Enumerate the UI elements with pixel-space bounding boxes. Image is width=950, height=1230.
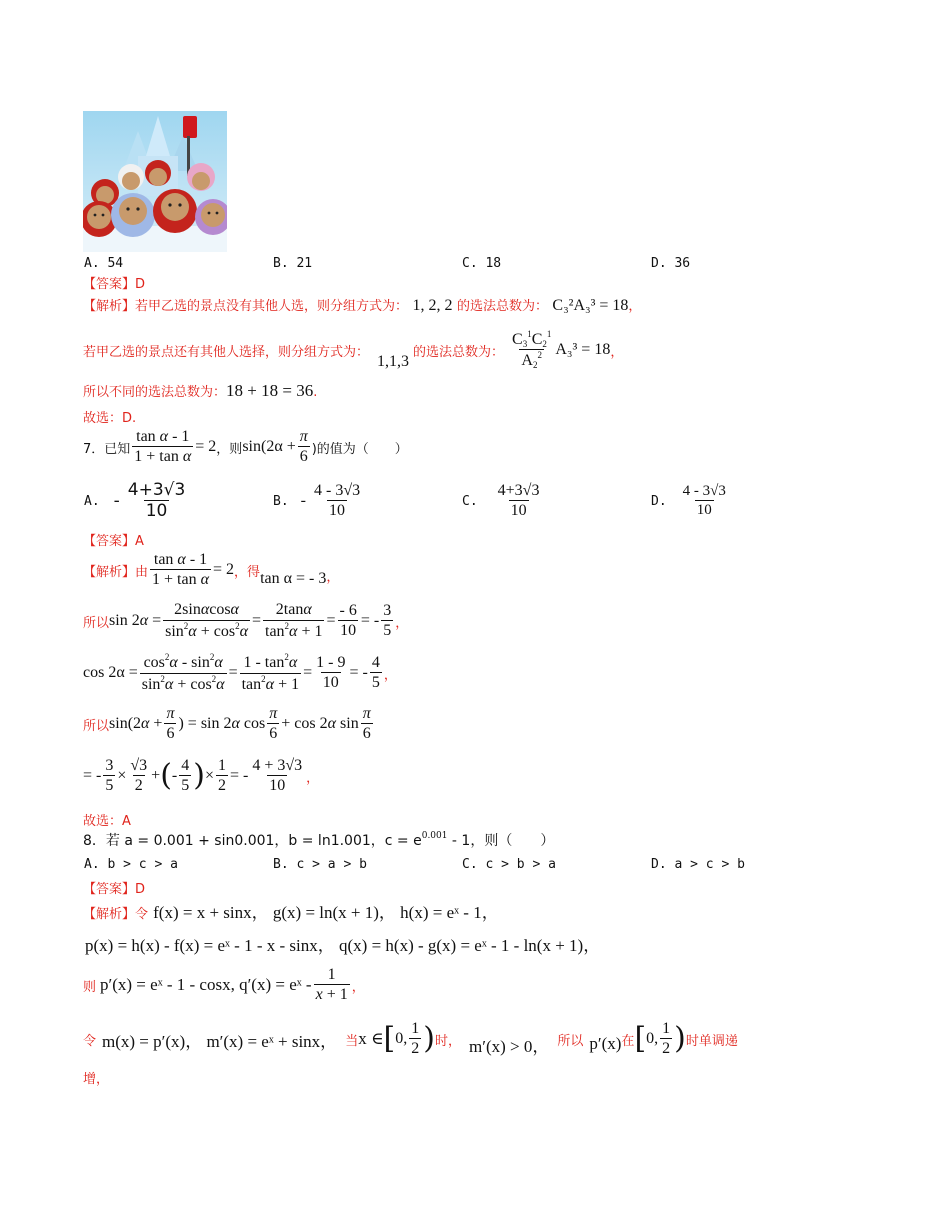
- q7-given-rhs: = 2: [195, 438, 217, 455]
- q6-grouping-2: 1,1,3: [377, 353, 410, 370]
- q7-stem: [83, 423, 408, 471]
- q8-solution-line3: 则 p′(x) = eˣ - 1 - cosx, q′(x) = eˣ - $\frac{1}{x + 1}$ ，: [83, 965, 365, 1004]
- q8-solution-line4: 令 m(x) = p′(x)， m′(x) = eˣ + sinx， 当 x ∈ [ 0, $\frac{1}{2}$ ) 时， m′(x) > 0， 所以 p′(x) 在 [ 0, $\frac{1}{2}$ ) 时单调递: [83, 1019, 738, 1058]
- q7-answer: 【答案】A: [83, 534, 144, 549]
- q7-ask-pre: ，则: [216, 441, 243, 457]
- q6-choose: 故选：D.: [83, 411, 137, 426]
- q6-solution-line1: 【解析】若甲乙选的景点没有其他人选，则分组方式为： 1, 2, 2 的选法总数为： C₃²A₃³ = 18，: [83, 297, 642, 314]
- q6-total-label: 所以不同的选法总数为：: [83, 385, 227, 400]
- q6-answer: 【答案】D: [83, 277, 146, 292]
- q7-number: 7．已知: [83, 441, 131, 457]
- q8-option-c: C. c > b > a: [462, 857, 556, 872]
- q6-solution-text: 若甲乙选的景点没有其他人选，则分组方式为：: [135, 299, 409, 314]
- q6-total-formula: 18 + 18 = 36: [226, 381, 314, 400]
- q7-solution-line2: 所以 sin 2α = $\frac{2\sin\alpha\cos\alpha}{\sin^2\alpha + \cos^2\alpha}$ = $\frac{2\tan\alpha}{\tan^2\alpha + 1}$ = $\frac{- 6}{10}$ = - $\frac{3}{5}$ ，: [83, 601, 409, 640]
- q8-option-d: D. a > c > b: [651, 857, 745, 872]
- q7-solution-line5: = - $\frac{3}{5}$ × $\frac{√3}{2}$ + ( - $\frac{4}{5}$ ) × $\frac{1}{2}$ = - $\frac{4 + 3√3}{10}$ ，: [83, 756, 320, 795]
- q7-ask-expr: sin(2α +: [242, 438, 296, 455]
- q7-given-fraction: $\frac{\text{tan α - 1}}{\text{1 + tan α}}$: [134, 427, 192, 466]
- q6-solution-text2: 若甲乙选的景点还有其他人选择，则分组方式为：: [83, 344, 370, 360]
- q6-formula-2: A₃³ = 18: [555, 341, 611, 358]
- q6-grouping-1: 1, 2, 2: [412, 297, 453, 314]
- q7-solution-line1: 【解析】 由 $\frac{\text{tan α - 1}}{\text{1 + tan α}}$ = 2 ，得 tan α = - 3 ，: [83, 550, 340, 589]
- q8-stem: 8．若 a = 0.001 + sin0.001，b = ln1.001，$c = e^{0.001} - 1$，则（ ）: [83, 831, 555, 849]
- q8-solution-line5: 增，: [83, 1072, 110, 1087]
- q6-option-c: C. 18: [462, 256, 502, 271]
- q6-option-d: D. 36: [651, 256, 691, 271]
- q7-choose: 故选：A: [83, 814, 131, 829]
- q7-tan-result: tan α = - 3: [260, 570, 327, 587]
- q6-method-count-label2: 的选法总数为：: [413, 344, 505, 360]
- q8-option-b: B. c > a > b: [273, 857, 367, 872]
- q8-solution-line2: p(x) = h(x) - f(x) = eˣ - 1 - x - sinx， q(x) = h(x) - g(x) = eˣ - 1 - ln(x + 1)，: [85, 936, 601, 955]
- q6-method-count-label: 的选法总数为：: [456, 299, 548, 314]
- q7-option-b: B. - $\frac{4 - 3√3}{10}$: [273, 481, 361, 520]
- q6-formula-1: C₃²A₃³ = 18: [552, 297, 629, 314]
- q7-option-d: D. $\frac{4 - 3√3}{10}$: [651, 482, 726, 519]
- q7-pi-over-6: $\frac{\pi}{6}$: [299, 427, 308, 466]
- q6-solution-tag: 【解析】: [83, 299, 136, 314]
- illustration-image: [83, 111, 227, 252]
- q6-solution-line2: 若甲乙选的景点还有其他人选择，则分组方式为： 1,1,3 的选法总数为： $\frac{C_3^1C_2^1}{A_2^2}$ A₃³ = 18 ，: [83, 328, 624, 371]
- q6-option-b: B. 21: [273, 256, 313, 271]
- q6-solution-line3: 所以不同的选法总数为：18 + 18 = 36.: [83, 381, 318, 400]
- q7-ask-post: )的值为（ ）: [311, 441, 408, 457]
- q6-option-a: A. 54: [84, 256, 124, 271]
- q7-solution-line4: 所以 sin(2α + $\frac{\pi}{6}$ ) = sin 2α cos $\frac{\pi}{6}$ + cos 2α sin $\frac{\pi}{6}$: [83, 704, 371, 743]
- q7-option-a: A. - $\frac{4+3√3}{10}$: [84, 479, 186, 522]
- q7-option-c: C. $\frac{4+3√3}{10}$: [462, 481, 540, 520]
- q8-answer: 【答案】D: [83, 882, 146, 897]
- q6-fraction: $\frac{C_3^1C_2^1}{A_2^2}$: [512, 328, 552, 371]
- q8-solution-line1: 【解析】令 f(x) = x + sinx， g(x) = ln(x + 1)， h(x) = eˣ - 1，: [83, 903, 499, 922]
- q7-solution-line3: cos 2α = $\frac{\cos^2\alpha - \sin^2\alpha}{\sin^2\alpha + \cos^2\alpha}$ = $\frac{1 - \tan^2\alpha}{\tan^2\alpha + 1}$ = $\frac{1 - 9}{10}$ = - $\frac{4}{5}$ ，: [83, 652, 397, 693]
- q8-option-a: A. b > c > a: [84, 857, 178, 872]
